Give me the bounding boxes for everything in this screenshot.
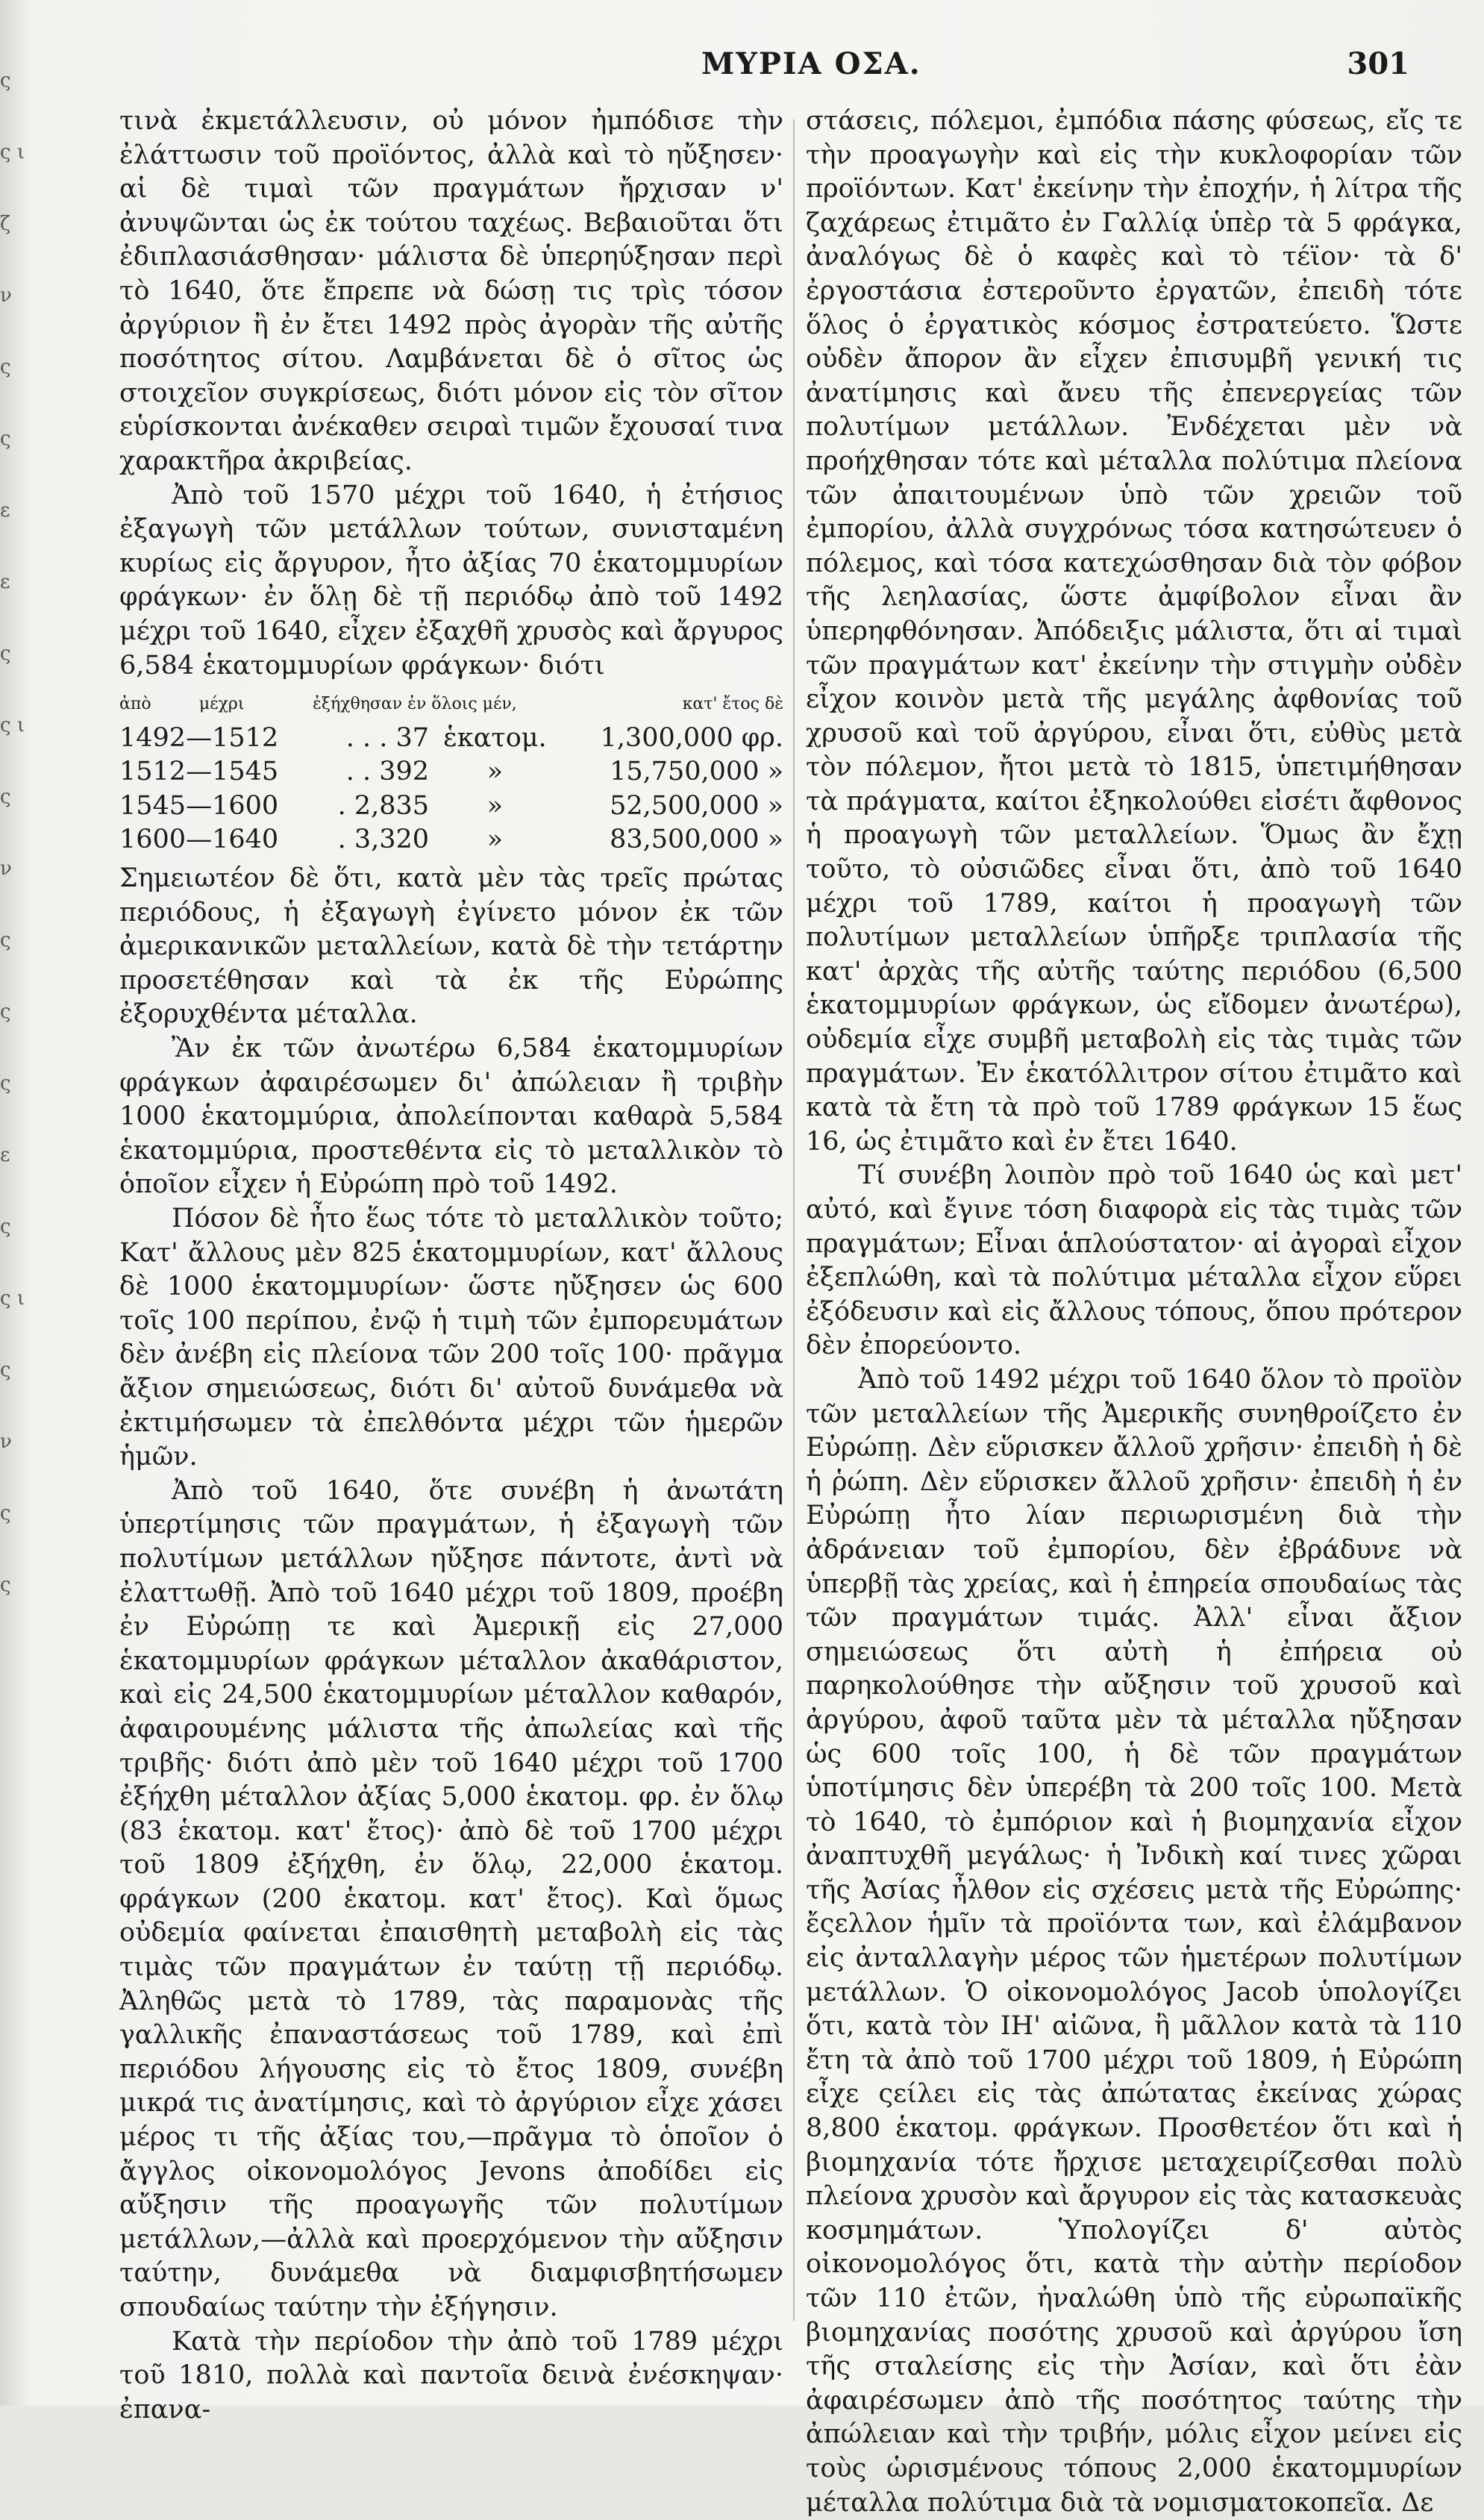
paragraph: Ἀπὸ τοῦ 1492 μέχρι τοῦ 1640 ὅλον τὸ προϊὸν τῶν μεταλλείων τῆς Ἀμερικῆς συνηθροίζετο ἐν Εὐρώπῃ. Δὲν εὕρισκεν ἄλλοῦ χρῆσιν· ἐπειδὴ ἡ δὲ ἡ ῥώπη. Δὲν εὕρισκεν ἄλλοῦ χρῆσιν· ἐπειδὴ ἡ ἐν Εὐρώπῃ ἦτο λίαν περιωρισμένη διὰ τὴν ἀδράνειαν τοῦ ἐμπορίου, δὲν ἐβράδυνε νὰ ὑπερβῇ τὰς χρείας, καὶ ἡ ἐπηρεία σπουδαίως τὰς τῶν πραγμάτων τιμάς. Ἀλλ' εἶναι ἄξιον σημειώσεως ὅτι αὐτὴ ἡ ἐπήρεια οὐ παρηκολούθησε τὴν αὔξησιν τοῦ χρυσοῦ καὶ ἀργύρου, ἀφοῦ ταῦτα μὲν τὰ μέταλλα ηὔξησαν ὡς 600 τοῖς 100, ἡ δὲ τῶν πραγμάτων ὑποτίμησις δὲν ὑπερέβη τὰ 200 τοῖς 100. Μετὰ τὸ 1640, τὸ ἐμπόριον καὶ ἡ βιομηχανία εἶχον ἀναπτυχθῆ μεγάλως· ἡ Ἰνδικὴ καί τινες χῶραι τῆς Ἀσίας ἦλθον εἰς σχέσεις μετὰ τῆς Εὐρώπης· ἔςελλον ἡμῖν τὰ προϊόντα των, καὶ ἐλάμβανον εἰς ἀνταλλαγὴν μέρος τῶν ἡμετέρων πολυτίμων μετάλλων. Ὁ οἰκονομολόγος Jacob ὑπολογίζει ὅτι, κατὰ τὸν ΙΗ' αἰῶνα, ἢ μᾶλλον κατὰ τὰ 110 ἔτη τὰ ἀπὸ τοῦ 1700 μέχρι τοῦ 1809, ἡ Εὐρώπη εἶχε ςείλει εἰς τὰς ἀπώτατας ἐκείνας χώρας 8,800 ἑκατομ. φράγκων. Προσθετέον ὅτι καὶ ἡ βιομηχανία τότε ἤρχισε μεταχειρίζεσθαι πολὺ πλείονα χρυσὸν καὶ ἄργυρον εἰς τὰς κατασκευὰς κοσμημάτων. Ὑπολογίζει δ' αὐτὸς οἰκονομολόγος ὅτι, κατὰ τὴν αὐτὴν περίοδον τῶν 110 ἐτῶν, ἠναλώθη ὑπὸ τῆς εὐρωπαϊκῆς βιομηχανίας ποσότης χρυσοῦ καὶ ἀργύρου ἴση τῆς σταλείσης εἰς τὴν Ἀσίαν, καὶ ὅτι ἐὰν ἀφαιρέσωμεν ἀπὸ τῆς ποσότητος ταύτης τὴν ἀπώλειαν καὶ τὴν τριβήν, μόλις εἶχον μείνει εἰς τοὺς ὡρισμένους τόπους 2,000 ἑκατομμυρίων μέταλλα πολύτιμα διὰ τὰ νομισματοκοπεῖα. Δε	[806, 1364, 1462, 2518]
table-header-row	[119, 687, 783, 722]
column-divider	[793, 119, 795, 2321]
page-header	[30, 39, 1454, 91]
period-cell: 1545—1600	[119, 790, 279, 821]
table-row	[119, 790, 783, 824]
table-row	[119, 722, 783, 756]
period-cell: 1492—1512	[119, 722, 279, 753]
export-table	[119, 687, 783, 857]
left-column	[119, 104, 783, 2427]
unit-cell: »	[486, 757, 504, 787]
annual-cell: 83,500,000 »	[610, 825, 783, 855]
running-title: ΜΥΡΙΑ ΟΣΑ.	[701, 46, 921, 81]
annual-cell: 1,300,000 φρ.	[600, 722, 783, 753]
table-header: κατ' ἔτος δὲ	[682, 695, 783, 714]
paragraph: Ἀπὸ τοῦ 1570 μέχρι τοῦ 1640, ἡ ἐτήσιος ἐξαγωγὴ τῶν μετάλλων τούτων, συνισταμένη κυρίως εἰς ἄργυρον, ἦτο ἀξίας 70 ἑκατομμυρίων φράγκων· ἐν ὅλῃ δὲ τῇ περιόδῳ ἀπὸ τοῦ 1492 μέχρι τοῦ 1640, εἶχεν ἐξαχθῆ χρυσὸς καὶ ἄργυρος 6,584 ἑκατομμυρίων φράγκων· διότι	[119, 480, 783, 681]
paragraph: Σημειωτέον δὲ ὅτι, κατὰ μὲν τὰς τρεῖς πρώτας περιόδους, ἡ ἐξαγωγὴ ἐγίνετο μόνον ἐκ τῶν ἀμερικανικῶν μεταλλείων, κατὰ δὲ τὴν τετάρτην προσετέθησαν καὶ τὰ ἐκ τῆς Εὐρώπης ἐξορυχθέντα μέταλλα.	[119, 863, 783, 1030]
paragraph: Πόσον δὲ ἦτο ἕως τότε τὸ μεταλλικὸν τοῦτο; Κατ' ἄλλους μὲν 825 ἑκατομμυρίων, κατ' ἄλλους δὲ 1000 ἑκατομμυρίων· ὥστε ηὔξησεν ὡς 600 τοῖς 100 περίπου, ἐνῷ ἡ τιμὴ τῶν ἐμπορευμάτων δὲν ἀνέβη εἰς πλείονα τῶν 200 τοῖς 100· πρᾶγμα ἄξιον σημειώσεως, διότι δι' αὐτοῦ δυνάμεθα νὰ ἐκτιμήσωμεν τὰ ἐπελθόντα μέχρι τῶν ἡμερῶν ἡμῶν.	[119, 1204, 783, 1472]
table-header: μέχρι	[198, 695, 245, 714]
paragraph: Κατὰ τὴν περίοδον τὴν ἀπὸ τοῦ 1789 μέχρι τοῦ 1810, πολλὰ καὶ παντοῖα δεινὰ ἐνέσκηψαν· ἐπανα-	[119, 2326, 783, 2424]
total-cell: . . . 37	[345, 722, 430, 753]
table-header: ἀπὸ	[119, 695, 151, 714]
paragraph: στάσεις, πόλεμοι, ἐμπόδια πάσης φύσεως, εἴς τε τὴν προαγωγὴν καὶ εἰς τὴν κυκλοφορίαν τῶν προϊόντων. Κατ' ἐκείνην τὴν ἐποχήν, ἡ λίτρα τῆς ζαχάρεως ἐτιμᾶτο ἐν Γαλλίᾳ ὑπὲρ τὰ 5 φράγκα, ἀναλόγως δὲ ὁ καφὲς καὶ τὸ τέϊον· τὰ δ' ἐργοστάσια ἐστεροῦντο ἐργατῶν, ἐπειδὴ τότε ὅλος ὁ ἐργατικὸς κόσμος ἐστρατεύετο. Ὥστε οὐδὲν ἄπορον ἂν εἶχεν ἐπισυμβῆ γενική τις ἀνατίμησις καὶ ἄνευ τῆς ἐπενεργείας τῶν πολυτίμων μετάλλων. Ἐνδέχεται μὲν νὰ προήχθησαν τότε καὶ μέταλλα πολύτιμα πλείονα τῶν ἀπαιτουμένων ὑπὸ τῶν χρειῶν τοῦ ἐμπορίου, ἀλλὰ συγχρόνως τόσα κατησώτευεν ὁ πόλεμος, καὶ τόσα κατεχώσθησαν διὰ τὸν φόβον τῆς λεηλασίας, ὥστε ἀμφίβολον εἶναι ἂν ὑπερηφθόνησαν. Ἀπόδειξις μάλιστα, ὅτι αἱ τιμαὶ τῶν πραγμάτων κατ' ἐκείνην τὴν στιγμὴν οὐδὲν εἶχον κοινὸν μετὰ τῆς μεγάλης ἀφθονίας τοῦ χρυσοῦ καὶ τοῦ ἀργύρου, εἶναι ὅτι, εὐθὺς μετὰ τὸν πόλεμον, ἤτοι μετὰ τὸ 1815, ὑπετιμήθησαν τὰ πράγματα, καίτοι ἐξηκολούθει εἰσέτι ἄφθονος ἡ προαγωγὴ τῶν μεταλλείων. Ὅμως ἂν ἔχῃ τοῦτο, τὸ οὐσιῶδες εἶναι ὅτι, ἀπὸ τοῦ 1640 μέχρι τοῦ 1789, καίτοι ἡ προαγωγὴ τῶν πολυτίμων μεταλλείων ὑπῆρξε τριπλασία τῆς κατ' ἀρχὰς τῆς αὐτῆς ταύτης περιόδου (6,500 ἑκατομμυρίων φράγκων, ὡς εἴδομεν ἀνωτέρω), οὐδεμία εἶχε συμβῆ μεταβολὴ εἰς τὰς τιμὰς τῶν πραγμάτων. Ἐν ἑκατόλλιτρον σίτου ἐτιμᾶτο καὶ κατὰ τὰ ἔτη τὰ πρὸ τοῦ 1789 φράγκων 15 ἕως 16, ὡς ἐτιμᾶτο καὶ ἐν ἔτει 1640.	[806, 106, 1462, 1157]
table-row	[119, 755, 783, 790]
annual-cell: 15,750,000 »	[610, 757, 783, 787]
table-row	[119, 823, 783, 857]
paragraph: Τί συνέβη λοιπὸν πρὸ τοῦ 1640 ὡς καὶ μετ' αὐτό, καὶ ἔγινε τόση διαφορὰ εἰς τὰς τιμὰς τῶν πραγμάτων; Εἶναι ἁπλούστατον· αἱ ἀγοραὶ εἶχον ἐξεπλώθη, καὶ τὰ πολύτιμα μέταλλα εἶχον εὕρει ἐξόδευσιν καὶ εἰς ἄλλους τόπους, ὅπου πρότερον δὲν ἐπορεύοντο.	[806, 1160, 1462, 1361]
unit-cell: ἑκατομ.	[443, 722, 547, 753]
table-header: ἐξήχθησαν ἐν ὅλοις μέν,	[313, 695, 517, 714]
facing-page-bleed: ς ς ι ζ ν ς ς ε ε ς ς ι ς ν ς ς ς ε ς ς ι ς ν ς ς	[0, 69, 25, 1596]
unit-cell: »	[486, 790, 504, 821]
unit-cell: »	[486, 825, 504, 855]
total-cell: . . 392	[345, 757, 430, 787]
paragraph: τινὰ ἐκμετάλλευσιν, οὐ μόνον ἠμπόδισε τὴν ἐλάττωσιν τοῦ προϊόντος, ἀλλὰ καὶ τὸ ηὔξησεν· αἱ δὲ τιμαὶ τῶν πραγμάτων ἤρχισαν ν' ἀνυψῶνται ὡς ἐκ τούτου ταχέως. Βεβαιοῦται ὅτι ἐδιπλασιάσθησαν· μάλιστα δὲ ὑπερηύξησαν περὶ τὸ 1640, ὅτε ἔπρεπε νὰ δώσῃ τις τρὶς τόσον ἀργύριον ἢ ἐν ἔτει 1492 πρὸς ἀγορὰν τῆς αὐτῆς ποσότητος σίτου. Λαμβάνεται δὲ ὁ σῖτος ὡς στοιχεῖον συγκρίσεως, διότι μόνον εἰς τὸν σῖτον εὑρίσκονται ἀνέκαθεν σειραὶ τιμῶν ἔχουσαί τινα χαρακτῆρα ἀκριβείας.	[119, 106, 783, 476]
paragraph: Ἂν ἐκ τῶν ἀνωτέρω 6,584 ἑκατομμυρίων φράγκων ἀφαιρέσωμεν δι' ἀπώλειαν ἢ τριβὴν 1000 ἑκατομμύρια, ἀπολείπονται καθαρὰ 5,584 ἑκατομμύρια, προστεθέντα εἰς τὸ μεταλλικὸν τὸ ὁποῖον εἶχεν ἡ Εὐρώπη πρὸ τοῦ 1492.	[119, 1034, 783, 1200]
annual-cell: 52,500,000 »	[610, 790, 783, 821]
page-number: 301	[1347, 46, 1409, 81]
period-cell: 1512—1545	[119, 757, 279, 787]
total-cell: . 2,835	[337, 790, 430, 821]
period-cell: 1600—1640	[119, 825, 279, 855]
right-column	[806, 104, 1462, 2520]
paragraph: Ἀπὸ τοῦ 1640, ὅτε συνέβη ἡ ἀνωτάτη ὑπερτίμησις τῶν πραγμάτων, ἡ ἐξαγωγὴ τῶν πολυτίμων μετάλλων ηὔξησε πάντοτε, ἀντὶ νὰ ἐλαττωθῇ. Ἀπὸ τοῦ 1640 μέχρι τοῦ 1809, προέβη ἐν Εὐρώπῃ τε καὶ Ἀμερικῇ εἰς 27,000 ἑκατομμυρίων φράγκων μέταλλον ἀκαθάριστον, καὶ εἰς 24,500 ἑκατομμυρίων μέταλλον καθαρόν, ἀφαιρουμένης μάλιστα τῆς ἀπωλείας καὶ τῆς τριβῆς· διότι ἀπὸ μὲν τοῦ 1640 μέχρι τοῦ 1700 ἐξήχθη μέταλλον ἀξίας 5,000 ἑκατομ. φρ. ἐν ὅλῳ (83 ἑκατομ. κατ' ἔτος)· ἀπὸ δὲ τοῦ 1700 μέχρι τοῦ 1809 ἐξήχθη, ἐν ὅλῳ, 22,000 ἑκατομ. φράγκων (200 ἑκατομ. κατ' ἔτος). Καὶ ὅμως οὐδεμία φαίνεται ἐπαισθητὴ μεταβολὴ εἰς τὰς τιμὰς τῶν πραγμάτων ἐν ταύτῃ τῇ περιόδῳ. Ἀληθῶς μετὰ τὸ 1789, τὰς παραμονὰς τῆς γαλλικῆς ἐπαναστάσεως τοῦ 1789, καὶ ἐπὶ περιόδου λήγουσης εἰς τὸ ἔτος 1809, συνέβη μικρά τις ἀνατίμησις, καὶ τὸ ἀργύριον εἶχε χάσει μέρος τι τῆς ἀξίας του,—πρᾶγμα τὸ ὁποῖον ὁ ἄγγλος οἰκονομολόγος Jevons ἀποδίδει εἰς αὔξησιν τῆς προαγωγῆς τῶν πολυτίμων μετάλλων,—ἀλλὰ καὶ προερχόμενον τὴν αὔξησιν ταύτην, δυνάμεθα νὰ διαμφισβητήσωμεν σπουδαίως ταύτην τὴν ἐξήγησιν.	[119, 1475, 783, 2322]
total-cell: . 3,320	[337, 825, 430, 855]
